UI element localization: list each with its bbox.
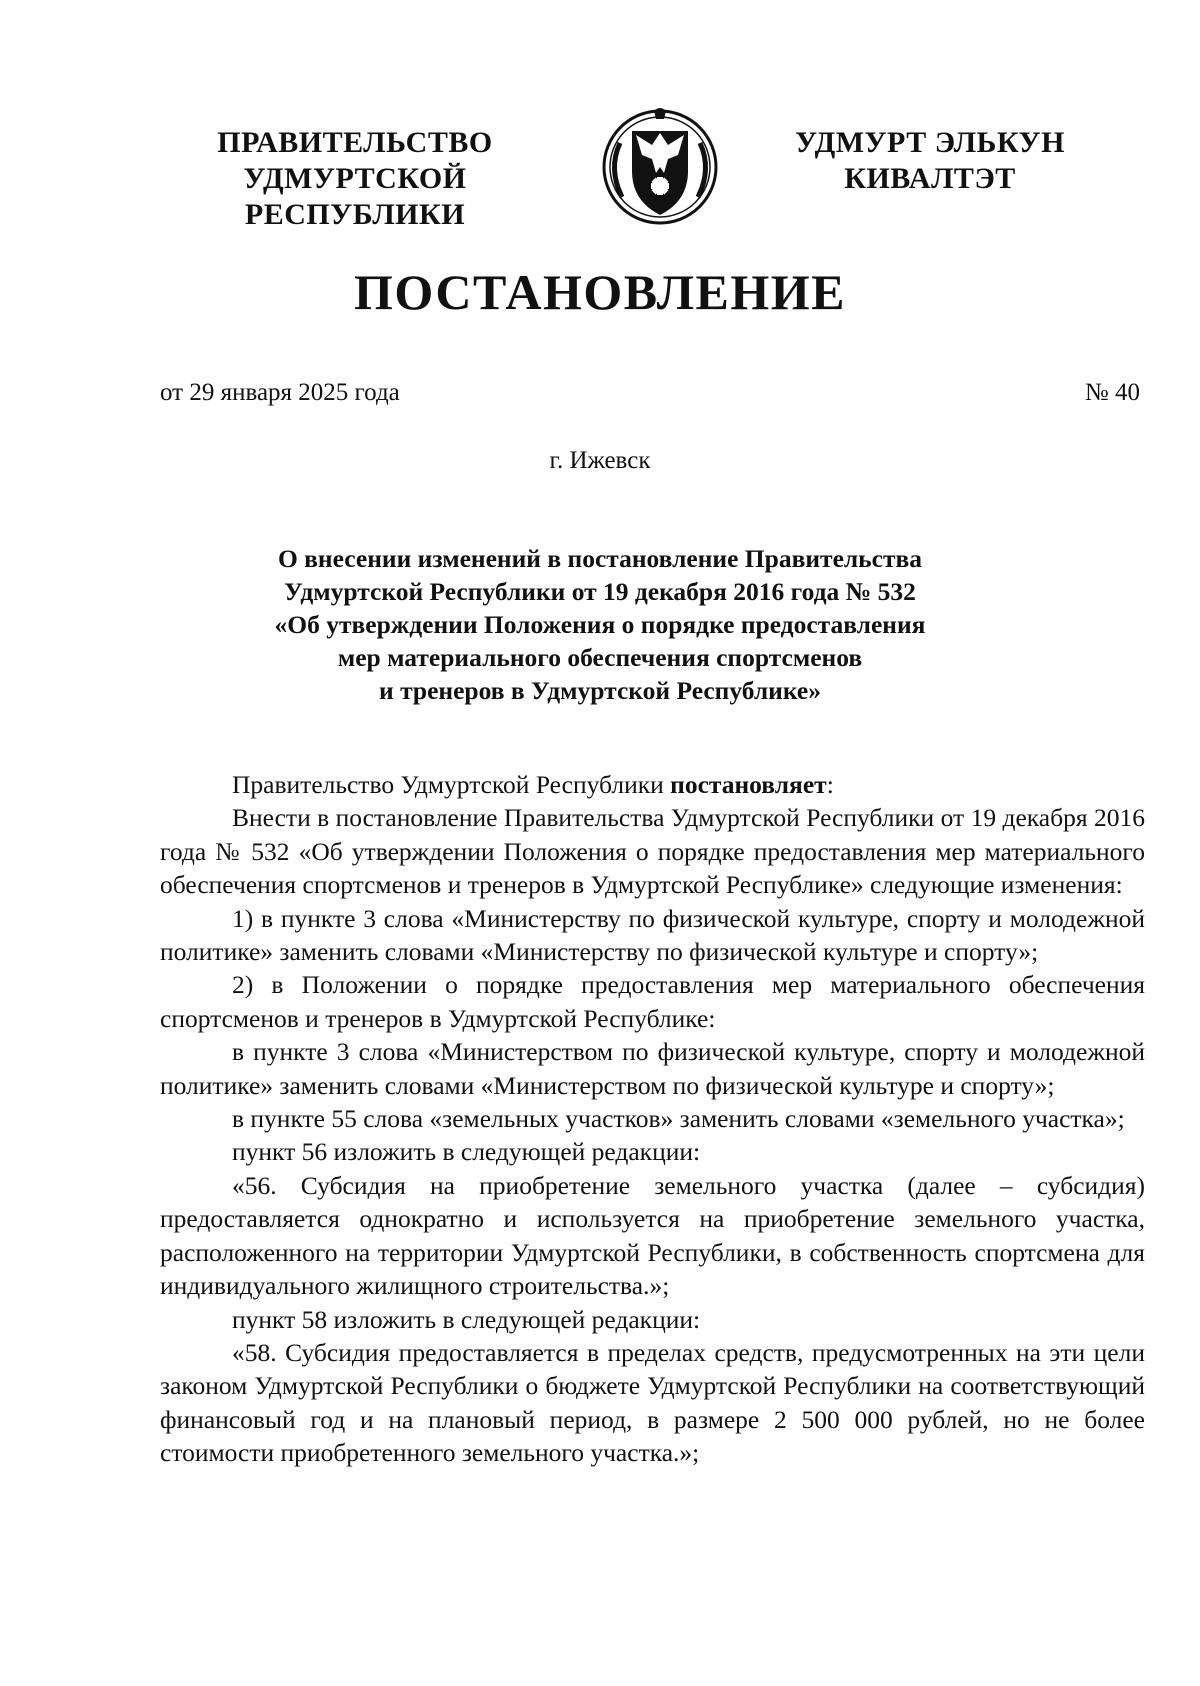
issuer-line-1: ПРАВИТЕЛЬСТВО	[217, 126, 493, 159]
document-number: № 40	[1084, 379, 1140, 406]
subject-line-5: и тренеров в Удмуртской Республике»	[379, 676, 821, 705]
document-type-title: ПОСТАНОВЛЕНИЕ	[354, 264, 846, 320]
intro-prefix: Правительство Удмуртской Республики	[232, 770, 671, 799]
issuer-udmurt-line-1: УДМУРТ ЭЛЬКУН	[795, 126, 1065, 159]
body-paragraph: пункт 58 изложить в следующей редакции:	[232, 1304, 701, 1334]
document-date: от 29 января 2025 года	[160, 379, 400, 406]
issuer-name-russian	[130, 125, 580, 233]
document-city: г. Ижевск	[549, 447, 651, 474]
body-paragraph: Внести в постановление Правительства Удмуртской Республики от 19 декабря 2016 года № 532 «Об утверждении Положения о порядке предоставления мер материального обеспечения спортсменов и тренеров в Удмуртской Республике» следующие изменения:	[160, 803, 1145, 900]
resolution-intro	[160, 768, 1145, 801]
subject-line-1: О внесении изменений в постановление Правительства	[277, 544, 923, 573]
subject-line-4: мер материального обеспечения спортсменов	[337, 643, 863, 672]
document-subject	[200, 542, 1000, 707]
body-paragraph: 2) в Положении о порядке предоставления мер материального обеспечения спортсменов и тренеров в Удмуртской Республике:	[160, 970, 1145, 1033]
body-paragraph: «56. Субсидия на приобретение земельного участка (далее – субсидия) предоставляется однократно и используется на приобретение земельного участка, расположенного на территории Удмуртской Республики, в собственность спортсмена для индивидуального жилищного строительства.»;	[160, 1170, 1145, 1301]
body-paragraph: «58. Субсидия предоставляется в пределах средств, предусмотренных на эти цели законом Удмуртской Республики о бюджете Удмуртской Республики на соответствующий финансовый год и на плановый период, в размере 2 500 000 рублей, но не более стоимости приобретенного земельного участка.»;	[160, 1337, 1145, 1468]
issuer-name-udmurt	[780, 125, 1080, 197]
issuer-udmurt-line-2: КИВАЛТЭТ	[844, 162, 1016, 195]
document-body	[160, 768, 1145, 1470]
body-paragraph: в пункте 55 слова «земельных участков» заменить словами «земельного участка»;	[232, 1104, 1125, 1134]
subject-line-3: «Об утверждении Положения о порядке предоставления	[274, 610, 926, 639]
subject-line-2: Удмуртской Республики от 19 декабря 2016 года № 532	[284, 577, 916, 606]
body-paragraph: в пункте 3 слова «Министерством по физической культуре, спорту и молодежной политике» заменить словами «Министерством по физической культуре и спорту»;	[160, 1037, 1145, 1100]
intro-suffix: :	[826, 770, 834, 799]
body-paragraph: 1) в пункте 3 слова «Министерству по физической культуре, спорту и молодежной политике» заменить словами «Министерству по физической культуре и спорту»;	[160, 903, 1145, 967]
intro-keyword: постановляет	[670, 770, 827, 799]
coat-of-arms-emblem	[598, 103, 722, 227]
issuer-line-2: УДМУРТСКОЙ РЕСПУБЛИКИ	[243, 162, 467, 231]
body-paragraph: пункт 56 изложить в следующей редакции:	[232, 1137, 701, 1167]
